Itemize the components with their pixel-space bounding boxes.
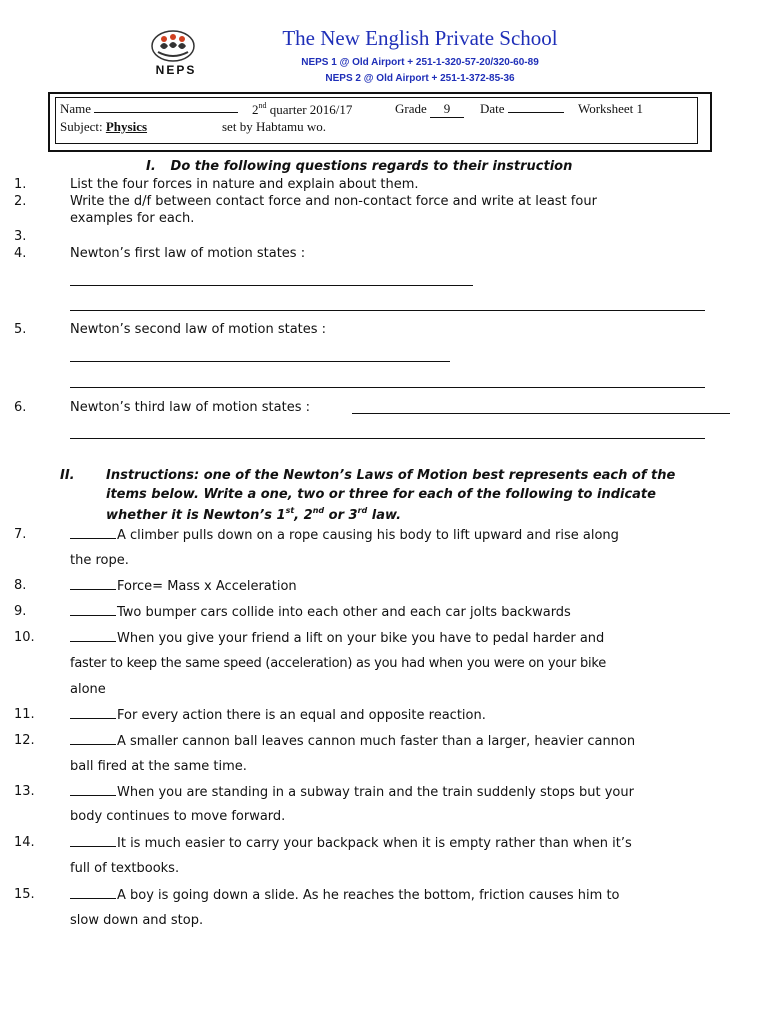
item-15-line-2: slow down and stop. bbox=[70, 913, 204, 928]
item-13-answer-blank[interactable] bbox=[70, 784, 116, 796]
q5-answer-line-2[interactable] bbox=[70, 387, 705, 388]
q4-answer-line-1[interactable] bbox=[70, 285, 473, 286]
item-12-line-1 bbox=[70, 733, 635, 749]
quarter-suffix: nd bbox=[258, 101, 267, 110]
item-15-number: 15. bbox=[14, 887, 35, 902]
q4-number: 4. bbox=[14, 246, 27, 261]
q6-number: 6. bbox=[14, 400, 27, 415]
set-by-text: set by Habtamu wo. bbox=[222, 119, 326, 134]
q5-text: Newton’s second law of motion states : bbox=[70, 322, 327, 337]
name-field[interactable] bbox=[60, 101, 238, 117]
item-13-number: 13. bbox=[14, 784, 35, 799]
item-14-line-2: full of textbooks. bbox=[70, 861, 180, 876]
date-field[interactable] bbox=[480, 101, 564, 117]
item-10-number: 10. bbox=[14, 630, 35, 645]
q4-text: Newton’s first law of motion states : bbox=[70, 246, 306, 261]
item-13-line-1 bbox=[70, 784, 634, 800]
quarter-field bbox=[252, 101, 352, 118]
subject-field bbox=[60, 119, 147, 135]
grade-value: 9 bbox=[430, 101, 464, 118]
item-9-line-1 bbox=[70, 604, 571, 620]
address-line-2: NEPS 2 @ Old Airport + 251-1-372-85-36 bbox=[325, 73, 515, 84]
item-11-number: 11. bbox=[14, 707, 35, 722]
item-11-text: For every action there is an equal and opposite reaction. bbox=[117, 708, 486, 723]
item-15-answer-blank[interactable] bbox=[70, 887, 116, 899]
item-10-text: When you give your friend a lift on your bike you have to pedal harder and bbox=[117, 631, 605, 646]
item-8-number: 8. bbox=[14, 578, 27, 593]
date-label: Date bbox=[480, 101, 505, 116]
item-7-answer-blank[interactable] bbox=[70, 527, 116, 539]
law-text-a: whether it is Newton’s 1 bbox=[106, 508, 286, 523]
sup-nd: nd bbox=[312, 506, 325, 515]
item-11-answer-blank[interactable] bbox=[70, 707, 116, 719]
sup-st: st bbox=[285, 506, 295, 515]
item-14-answer-blank[interactable] bbox=[70, 835, 116, 847]
item-7-text: A climber pulls down on a rope causing his body to lift upward and rise along bbox=[117, 528, 619, 543]
law-text-d: law. bbox=[367, 508, 402, 523]
q1-number: 1. bbox=[14, 177, 27, 192]
school-name: The New English Private School bbox=[282, 26, 558, 50]
worksheet-label: Worksheet 1 bbox=[578, 101, 644, 116]
item-9-number: 9. bbox=[14, 604, 27, 619]
q6-answer-line-2[interactable] bbox=[70, 438, 705, 439]
item-10-line-3: alone bbox=[70, 682, 106, 697]
item-8-answer-blank[interactable] bbox=[70, 578, 116, 590]
item-12-answer-blank[interactable] bbox=[70, 733, 116, 745]
item-7-number: 7. bbox=[14, 527, 27, 542]
section-2-line-1: Instructions: one of the Newton’s Laws of Motion best represents each of the bbox=[106, 468, 676, 483]
address-line-1: NEPS 1 @ Old Airport + 251-1-320-57-20/320-60-89 bbox=[301, 57, 539, 68]
item-15-line-1 bbox=[70, 887, 620, 903]
item-14-text: It is much easier to carry your backpack when it is empty rather than when it’s bbox=[117, 836, 632, 851]
q5-answer-line-1[interactable] bbox=[70, 361, 450, 362]
item-14-number: 14. bbox=[14, 835, 35, 850]
subject-value: Physics bbox=[105, 119, 148, 134]
quarter-number: 2 bbox=[252, 102, 259, 117]
item-13-line-2: body continues to move forward. bbox=[70, 809, 286, 824]
school-logo bbox=[138, 26, 208, 80]
name-blank[interactable] bbox=[94, 101, 238, 113]
grade-field bbox=[395, 101, 464, 118]
item-7-line-2: the rope. bbox=[70, 553, 129, 568]
section-1-roman: I. bbox=[146, 159, 156, 174]
q6-answer-line-1[interactable] bbox=[352, 413, 730, 414]
date-blank[interactable] bbox=[508, 101, 564, 113]
section-2-line-3 bbox=[106, 506, 401, 523]
section-1-title: Do the following questions regards to their instruction bbox=[170, 159, 573, 174]
item-15-text: A boy is going down a slide. As he reaches the bottom, friction causes him to bbox=[117, 888, 620, 903]
item-13-text: When you are standing in a subway train and the train suddenly stops but your bbox=[117, 785, 634, 800]
q2-number: 2. bbox=[14, 194, 27, 209]
q3-number: 3. bbox=[14, 229, 27, 244]
item-7-line-1 bbox=[70, 527, 619, 543]
item-9-answer-blank[interactable] bbox=[70, 604, 116, 616]
q1-text: List the four forces in nature and explain about them. bbox=[70, 177, 419, 192]
quarter-text: quarter 2016/17 bbox=[269, 102, 353, 117]
grade-label: Grade bbox=[395, 101, 427, 116]
q5-number: 5. bbox=[14, 322, 27, 337]
item-10-answer-blank[interactable] bbox=[70, 630, 116, 642]
subject-label: Subject: bbox=[60, 119, 103, 134]
law-text-c: or 3 bbox=[324, 508, 358, 523]
section-1-heading bbox=[146, 159, 572, 174]
name-label: Name bbox=[60, 101, 92, 116]
item-11-line-1 bbox=[70, 707, 486, 723]
item-12-line-2: ball fired at the same time. bbox=[70, 759, 247, 774]
q4-answer-line-2[interactable] bbox=[70, 310, 705, 311]
item-14-line-1 bbox=[70, 835, 632, 851]
item-10-line-1 bbox=[70, 630, 604, 646]
sup-rd: rd bbox=[357, 506, 368, 515]
item-8-line-1 bbox=[70, 578, 297, 594]
section-2-roman: II. bbox=[60, 468, 75, 483]
logo-text: NEPS bbox=[155, 63, 197, 77]
section-2-line-2: items below. Write a one, two or three for each of the following to indicate bbox=[106, 487, 656, 502]
q6-text: Newton’s third law of motion states : bbox=[70, 400, 311, 415]
q2-text-cont: examples for each. bbox=[70, 211, 195, 226]
item-8-text: Force= Mass x Acceleration bbox=[117, 579, 297, 594]
law-text-b: , 2 bbox=[294, 508, 313, 523]
item-10-line-2: faster to keep the same speed (acceleration) as you had when you were on your bike bbox=[70, 656, 606, 671]
item-12-number: 12. bbox=[14, 733, 35, 748]
q2-text: Write the d/f between contact force and non-contact force and write at least four bbox=[70, 194, 597, 209]
item-12-text: A smaller cannon ball leaves cannon much faster than a larger, heavier cannon bbox=[117, 734, 636, 749]
item-9-text: Two bumper cars collide into each other and each car jolts backwards bbox=[117, 605, 571, 620]
